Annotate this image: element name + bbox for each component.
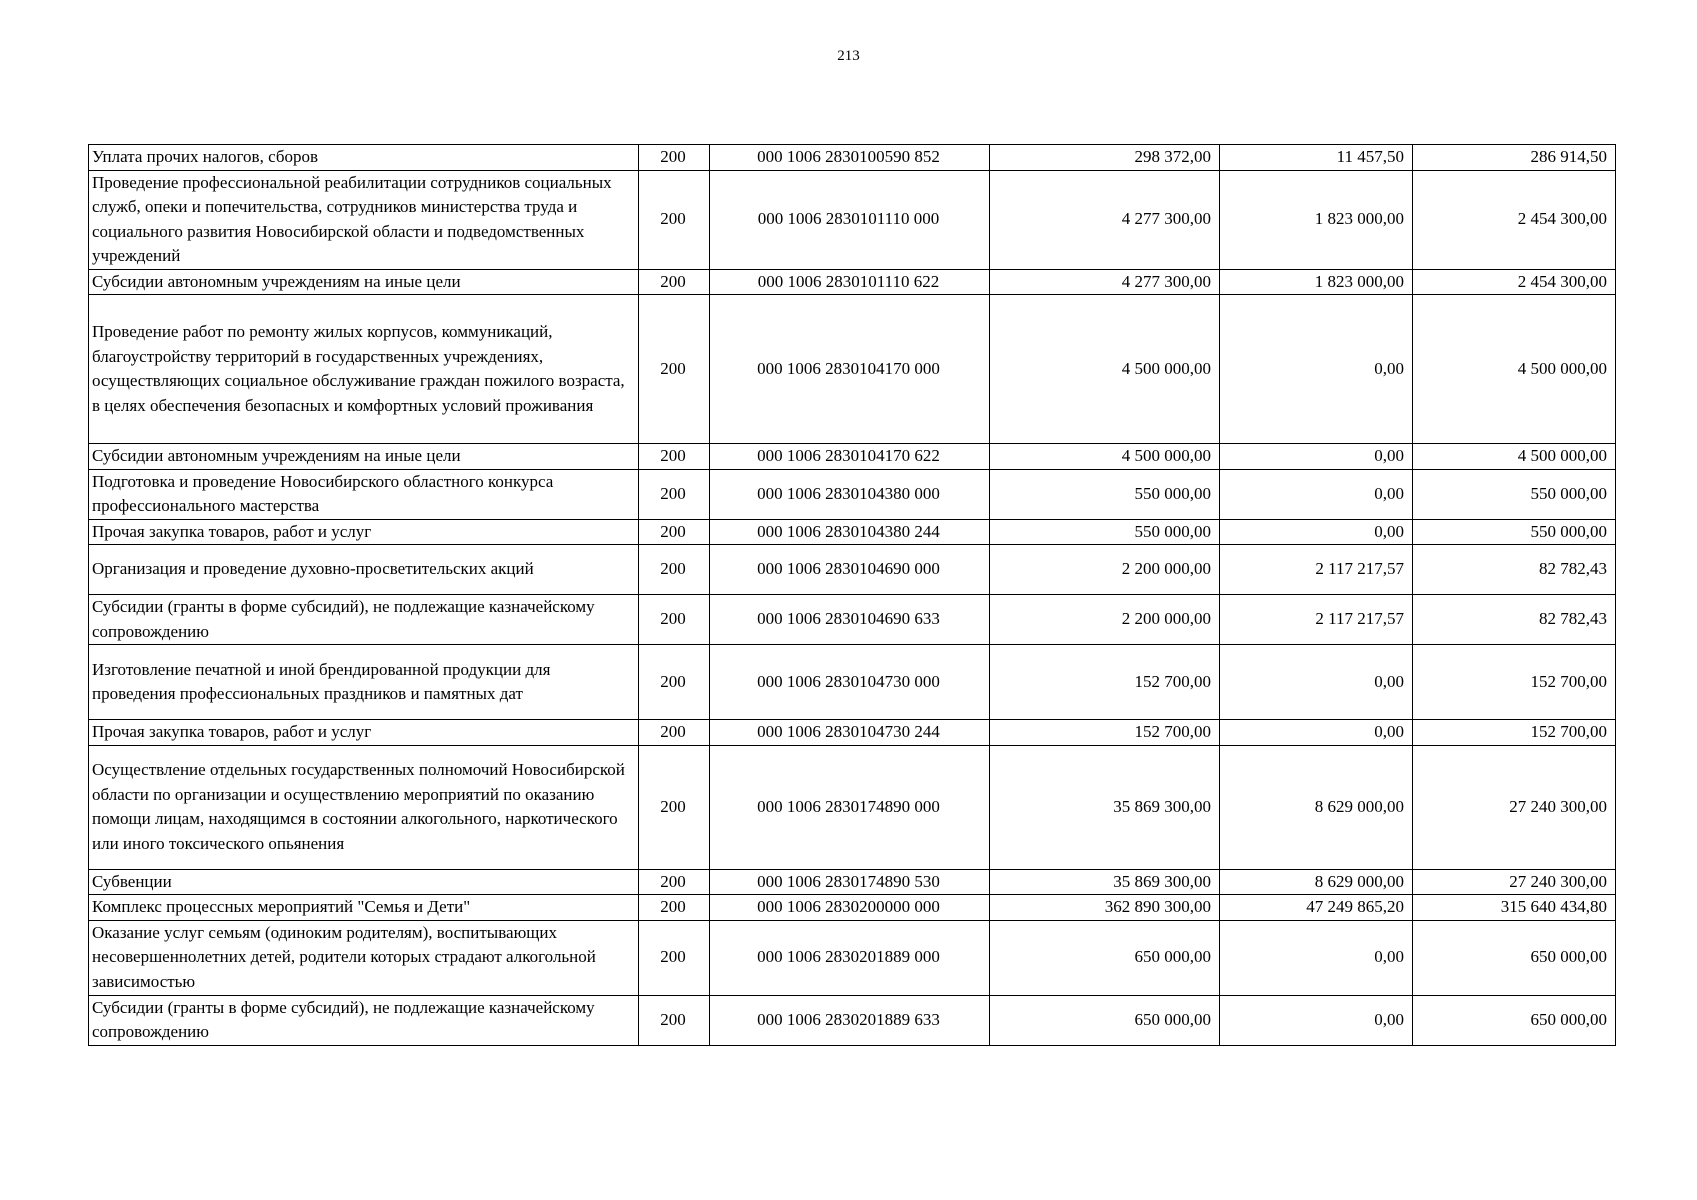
- row-remaining-amount: 315 640 434,80: [1413, 895, 1616, 921]
- row-executed-amount: 0,00: [1220, 645, 1413, 720]
- row-approved-amount: 35 869 300,00: [990, 869, 1220, 895]
- row-classification-code: 000 1006 2830101110 000: [710, 170, 990, 269]
- row-approved-amount: 362 890 300,00: [990, 895, 1220, 921]
- table-row: [89, 895, 1616, 921]
- row-classification-code: 000 1006 2830101110 622: [710, 269, 990, 295]
- row-name: Субсидии автономным учреждениям на иные цели: [89, 269, 639, 295]
- row-executed-amount: 2 117 217,57: [1220, 545, 1413, 595]
- row-approved-amount: 2 200 000,00: [990, 595, 1220, 645]
- row-name: Субвенции: [89, 869, 639, 895]
- table-row: [89, 519, 1616, 545]
- row-name: Уплата прочих налогов, сборов: [89, 145, 639, 171]
- row-approved-amount: 650 000,00: [990, 920, 1220, 995]
- row-approved-amount: 550 000,00: [990, 469, 1220, 519]
- row-line-code: 200: [639, 869, 710, 895]
- table-row: [89, 295, 1616, 444]
- row-executed-amount: 0,00: [1220, 720, 1413, 746]
- table-row: [89, 595, 1616, 645]
- row-name: Комплекс процессных мероприятий "Семья и Дети": [89, 895, 639, 921]
- row-classification-code: 000 1006 2830200000 000: [710, 895, 990, 921]
- row-name: Организация и проведение духовно-просветительских акций: [89, 545, 639, 595]
- table-row: [89, 469, 1616, 519]
- row-classification-code: 000 1006 2830104730 000: [710, 645, 990, 720]
- table-row: [89, 444, 1616, 470]
- row-classification-code: 000 1006 2830104690 000: [710, 545, 990, 595]
- row-approved-amount: 2 200 000,00: [990, 545, 1220, 595]
- page-number: 213: [837, 48, 860, 64]
- row-remaining-amount: 550 000,00: [1413, 469, 1616, 519]
- row-line-code: 200: [639, 269, 710, 295]
- row-classification-code: 000 1006 2830100590 852: [710, 145, 990, 171]
- row-remaining-amount: 152 700,00: [1413, 720, 1616, 746]
- row-line-code: 200: [639, 469, 710, 519]
- row-name: Субсидии автономным учреждениям на иные цели: [89, 444, 639, 470]
- row-line-code: 200: [639, 545, 710, 595]
- row-executed-amount: 11 457,50: [1220, 145, 1413, 171]
- row-line-code: 200: [639, 645, 710, 720]
- table-row: [89, 170, 1616, 269]
- row-approved-amount: 298 372,00: [990, 145, 1220, 171]
- row-remaining-amount: 152 700,00: [1413, 645, 1616, 720]
- row-classification-code: 000 1006 2830201889 633: [710, 995, 990, 1045]
- table-row: [89, 545, 1616, 595]
- row-line-code: 200: [639, 519, 710, 545]
- row-name: Осуществление отдельных государственных полномочий Новосибирской области по организации и осуществлению мероприятий по оказанию помощи лицам, находящимся в состоянии алкогольного, наркотического или иного токсического опьянения: [89, 745, 639, 869]
- row-remaining-amount: 286 914,50: [1413, 145, 1616, 171]
- row-remaining-amount: 4 500 000,00: [1413, 444, 1616, 470]
- row-classification-code: 000 1006 2830104170 000: [710, 295, 990, 444]
- row-name: Оказание услуг семьям (одиноким родителям), воспитывающих несовершеннолетних детей, родители которых страдают алкогольной зависимостью: [89, 920, 639, 995]
- row-executed-amount: 0,00: [1220, 519, 1413, 545]
- table-row: [89, 145, 1616, 171]
- row-name: Проведение работ по ремонту жилых корпусов, коммуникаций, благоустройству территорий в государственных учреждениях, осуществляющих социальное обслуживание граждан пожилого возраста, в целях обеспечения безопасных и комфортных условий проживания: [89, 295, 639, 444]
- row-executed-amount: 47 249 865,20: [1220, 895, 1413, 921]
- row-approved-amount: 650 000,00: [990, 995, 1220, 1045]
- row-remaining-amount: 27 240 300,00: [1413, 869, 1616, 895]
- row-executed-amount: 0,00: [1220, 920, 1413, 995]
- row-approved-amount: 152 700,00: [990, 645, 1220, 720]
- row-executed-amount: 0,00: [1220, 995, 1413, 1045]
- row-remaining-amount: 82 782,43: [1413, 595, 1616, 645]
- table-row: [89, 745, 1616, 869]
- row-line-code: 200: [639, 720, 710, 746]
- row-approved-amount: 4 277 300,00: [990, 170, 1220, 269]
- table-row: [89, 869, 1616, 895]
- row-approved-amount: 550 000,00: [990, 519, 1220, 545]
- row-classification-code: 000 1006 2830104690 633: [710, 595, 990, 645]
- row-approved-amount: 152 700,00: [990, 720, 1220, 746]
- row-line-code: 200: [639, 745, 710, 869]
- table-row: [89, 720, 1616, 746]
- row-classification-code: 000 1006 2830174890 530: [710, 869, 990, 895]
- row-classification-code: 000 1006 2830104170 622: [710, 444, 990, 470]
- row-executed-amount: 0,00: [1220, 469, 1413, 519]
- table-row: [89, 920, 1616, 995]
- row-remaining-amount: 550 000,00: [1413, 519, 1616, 545]
- row-name: Субсидии (гранты в форме субсидий), не подлежащие казначейскому сопровождению: [89, 995, 639, 1045]
- row-name: Изготовление печатной и иной брендированной продукции для проведения профессиональных праздников и памятных дат: [89, 645, 639, 720]
- table-row: [89, 645, 1616, 720]
- row-classification-code: 000 1006 2830174890 000: [710, 745, 990, 869]
- row-executed-amount: 2 117 217,57: [1220, 595, 1413, 645]
- row-classification-code: 000 1006 2830104380 000: [710, 469, 990, 519]
- row-line-code: 200: [639, 170, 710, 269]
- row-approved-amount: 4 500 000,00: [990, 444, 1220, 470]
- row-remaining-amount: 650 000,00: [1413, 995, 1616, 1045]
- row-remaining-amount: 4 500 000,00: [1413, 295, 1616, 444]
- row-name: Подготовка и проведение Новосибирского областного конкурса профессионального мастерства: [89, 469, 639, 519]
- row-executed-amount: 1 823 000,00: [1220, 170, 1413, 269]
- row-classification-code: 000 1006 2830201889 000: [710, 920, 990, 995]
- row-line-code: 200: [639, 895, 710, 921]
- row-remaining-amount: 2 454 300,00: [1413, 170, 1616, 269]
- row-approved-amount: 4 277 300,00: [990, 269, 1220, 295]
- row-name: Проведение профессиональной реабилитации сотрудников социальных служб, опеки и попечительства, сотрудников министерства труда и социального развития Новосибирской области и подведомственных учреждений: [89, 170, 639, 269]
- row-line-code: 200: [639, 595, 710, 645]
- row-name: Прочая закупка товаров, работ и услуг: [89, 519, 639, 545]
- row-classification-code: 000 1006 2830104380 244: [710, 519, 990, 545]
- row-remaining-amount: 82 782,43: [1413, 545, 1616, 595]
- row-remaining-amount: 650 000,00: [1413, 920, 1616, 995]
- row-executed-amount: 0,00: [1220, 444, 1413, 470]
- row-executed-amount: 0,00: [1220, 295, 1413, 444]
- row-executed-amount: 8 629 000,00: [1220, 869, 1413, 895]
- row-remaining-amount: 27 240 300,00: [1413, 745, 1616, 869]
- row-line-code: 200: [639, 920, 710, 995]
- table-row: [89, 269, 1616, 295]
- row-line-code: 200: [639, 995, 710, 1045]
- row-line-code: 200: [639, 145, 710, 171]
- row-name: Субсидии (гранты в форме субсидий), не подлежащие казначейскому сопровождению: [89, 595, 639, 645]
- row-executed-amount: 1 823 000,00: [1220, 269, 1413, 295]
- row-classification-code: 000 1006 2830104730 244: [710, 720, 990, 746]
- row-executed-amount: 8 629 000,00: [1220, 745, 1413, 869]
- row-approved-amount: 35 869 300,00: [990, 745, 1220, 869]
- budget-execution-table: [88, 144, 1616, 1046]
- table-row: [89, 995, 1616, 1045]
- row-name: Прочая закупка товаров, работ и услуг: [89, 720, 639, 746]
- row-line-code: 200: [639, 444, 710, 470]
- row-remaining-amount: 2 454 300,00: [1413, 269, 1616, 295]
- row-approved-amount: 4 500 000,00: [990, 295, 1220, 444]
- row-line-code: 200: [639, 295, 710, 444]
